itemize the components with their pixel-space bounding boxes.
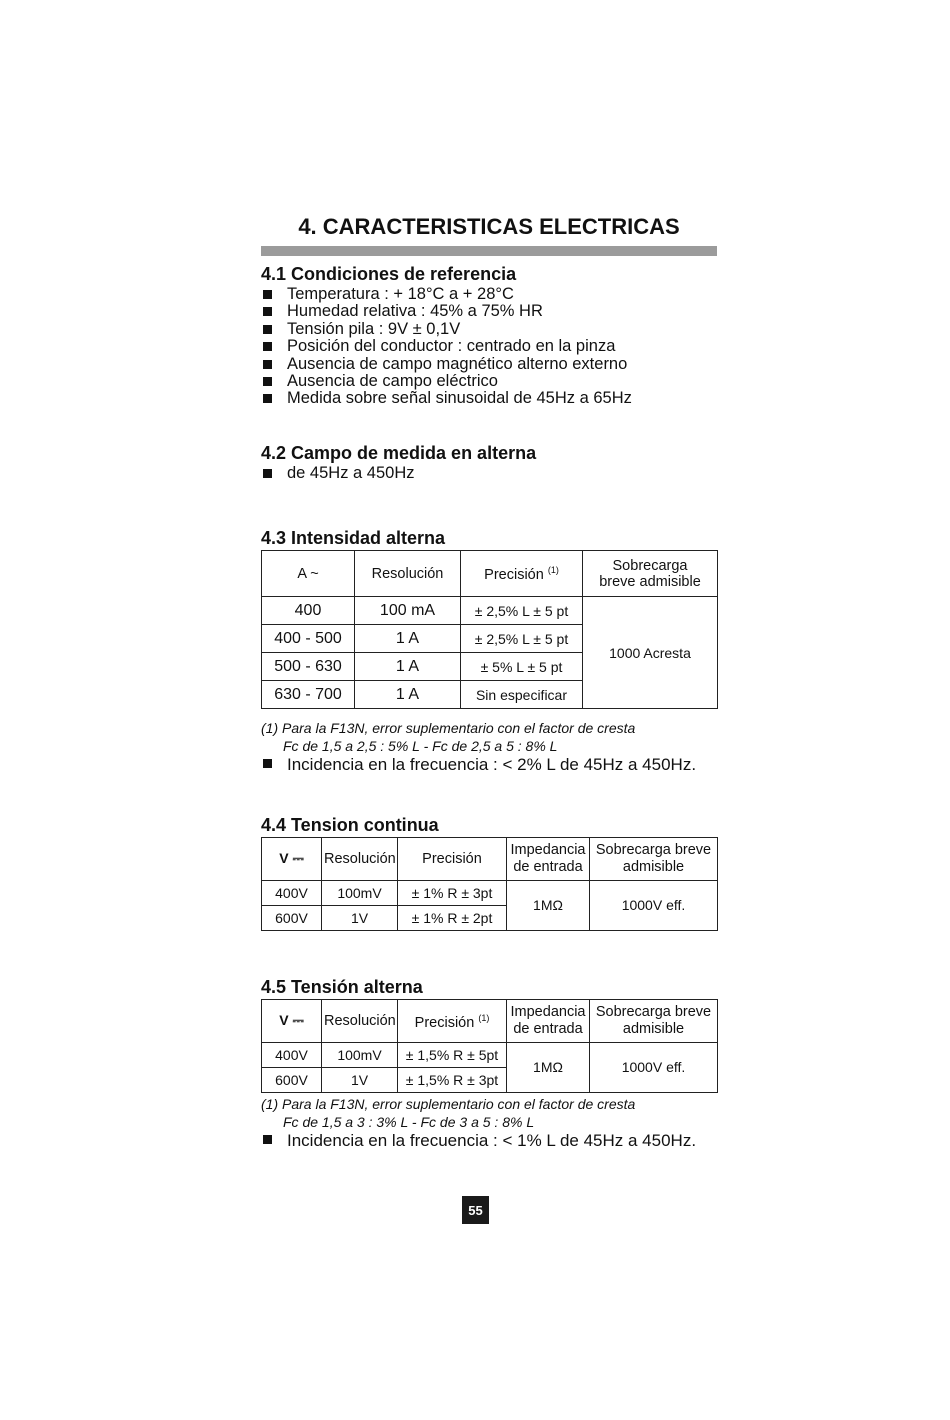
- table-cell: ± 1,5% R ± 5pt: [398, 1043, 507, 1068]
- table-cell: 1V: [322, 1068, 398, 1093]
- header-cell: [507, 838, 590, 881]
- header-cell: Resolución: [355, 551, 461, 597]
- header-text: de entrada: [513, 859, 583, 875]
- bullet-list: [261, 755, 717, 774]
- header-text: Sobrecarga breve: [595, 1004, 712, 1020]
- table-cell: ± 2,5% L ± 5 pt: [461, 625, 583, 653]
- table-cell: 100mV: [322, 881, 398, 906]
- header-text: de entrada: [513, 1021, 583, 1037]
- header-text: Precisión: [414, 1014, 475, 1031]
- ac-voltage-table: [261, 999, 718, 1093]
- section-4-5: [261, 977, 717, 1150]
- header-cell: Resolución: [322, 838, 398, 881]
- table-cell: ± 2,5% L ± 5 pt: [461, 597, 583, 625]
- section-4-3: [261, 528, 717, 774]
- table-header-row: [262, 551, 718, 597]
- table-row: [262, 597, 718, 625]
- header-cell: [398, 1000, 507, 1043]
- section-heading: 4.4 Tension continua: [261, 815, 439, 835]
- section-heading: 4.3 Intensidad alterna: [261, 528, 446, 548]
- table-cell: 100 mA: [355, 597, 461, 625]
- table-header-row: [262, 838, 718, 881]
- table-cell: 400V: [262, 881, 322, 906]
- table-cell: 400: [262, 597, 355, 625]
- list-item: Medida sobre señal sinusoidal de 45Hz a 65Hz: [261, 390, 717, 407]
- list-item: Incidencia en la frecuencia : < 1% L de 45Hz a 450Hz.: [261, 1131, 717, 1150]
- table-cell: 500 - 630: [262, 653, 355, 681]
- table-header-row: [262, 1000, 718, 1043]
- title-rule: [261, 246, 717, 256]
- table-row: [262, 881, 718, 906]
- section-4-4: [261, 815, 717, 931]
- page-title: 4. CARACTERISTICAS ELECTRICAS: [298, 214, 680, 239]
- overload-cell: 1000V eff.: [590, 881, 718, 931]
- list-item: Incidencia en la frecuencia : < 2% L de 45Hz a 450Hz.: [261, 755, 717, 774]
- table-cell: 600V: [262, 906, 322, 931]
- footnote: [261, 1096, 717, 1131]
- list-item: de 45Hz a 450Hz: [261, 465, 717, 482]
- current-table: [261, 550, 718, 709]
- bullet-list: [261, 465, 717, 482]
- impedance-cell: 1MΩ: [507, 881, 590, 931]
- list-item: Humedad relativa : 45% a 75% HR: [261, 303, 717, 320]
- table-cell: 1 A: [355, 653, 461, 681]
- table-cell: 400 - 500: [262, 625, 355, 653]
- footnote-line: (1) Para la F13N, error suplementario con el factor de cresta: [261, 720, 636, 736]
- header-text: V: [279, 1012, 289, 1028]
- header-text: Precisión: [484, 566, 544, 583]
- header-cell: A ~: [262, 551, 355, 597]
- header-cell: Resolución: [322, 1000, 398, 1043]
- table-cell: 600V: [262, 1068, 322, 1093]
- bullet-list: [261, 1131, 717, 1150]
- overload-cell: 1000 Acresta: [583, 597, 718, 709]
- list-item: Temperatura : + 18°C a + 28°C: [261, 286, 717, 303]
- header-text: Sobrecarga: [612, 557, 688, 574]
- table-cell: 1 A: [355, 625, 461, 653]
- page-number: 55: [462, 1196, 489, 1224]
- footnote-line: Fc de 1,5 a 2,5 : 5% L - Fc de 2,5 a 5 : 8% L: [283, 737, 558, 754]
- table-cell: 1V: [322, 906, 398, 931]
- header-cell: [590, 1000, 718, 1043]
- footnote: [261, 720, 717, 755]
- section-heading: 4.5 Tensión alterna: [261, 977, 423, 997]
- footnote-line: Fc de 1,5 a 3 : 3% L - Fc de 3 a 5 : 8% L: [283, 1113, 535, 1130]
- dc-voltage-table: [261, 837, 718, 931]
- section-heading: 4.1 Condiciones de referencia: [261, 264, 517, 284]
- footnote-mark: (1): [547, 564, 559, 575]
- header-text: breve admisible: [599, 573, 701, 590]
- bullet-list: [261, 286, 717, 408]
- table-cell: ± 1% R ± 2pt: [398, 906, 507, 931]
- section-4-1: [261, 264, 717, 408]
- list-item: Posición del conductor : centrado en la pinza: [261, 338, 717, 355]
- table-row: [262, 1043, 718, 1068]
- table-cell: ± 1,5% R ± 3pt: [398, 1068, 507, 1093]
- header-text: admisible: [622, 859, 685, 875]
- header-cell: [262, 1000, 322, 1043]
- dc-symbol-icon: ⎓: [292, 850, 304, 866]
- header-cell: [507, 1000, 590, 1043]
- header-cell: Precisión: [398, 838, 507, 881]
- header-text: Impedancia: [510, 1004, 586, 1020]
- impedance-cell: 1MΩ: [507, 1043, 590, 1093]
- header-cell: [583, 551, 718, 597]
- header-cell: [262, 838, 322, 881]
- header-text: admisible: [622, 1021, 685, 1037]
- list-item: Tensión pila : 9V ± 0,1V: [261, 321, 717, 338]
- table-cell: ± 5% L ± 5 pt: [461, 653, 583, 681]
- list-item: Ausencia de campo eléctrico: [261, 373, 717, 390]
- overload-cell: 1000V eff.: [590, 1043, 718, 1093]
- dc-symbol-icon: ⎓: [292, 1012, 304, 1028]
- header-text: Sobrecarga breve: [595, 842, 712, 858]
- table-cell: 1 A: [355, 681, 461, 709]
- header-cell: [590, 838, 718, 881]
- table-cell: Sin especificar: [461, 681, 583, 709]
- table-cell: ± 1% R ± 3pt: [398, 881, 507, 906]
- header-text: V: [279, 850, 289, 866]
- section-heading: 4.2 Campo de medida en alterna: [261, 443, 537, 463]
- table-cell: 100mV: [322, 1043, 398, 1068]
- footnote-line: (1) Para la F13N, error suplementario con el factor de cresta: [261, 1096, 636, 1112]
- table-cell: 400V: [262, 1043, 322, 1068]
- header-cell: [461, 551, 583, 597]
- footnote-mark: (1): [478, 1013, 490, 1024]
- header-text: Impedancia: [510, 842, 586, 858]
- section-4-2: [261, 443, 717, 482]
- list-item: Ausencia de campo magnético alterno externo: [261, 356, 717, 373]
- table-cell: 630 - 700: [262, 681, 355, 709]
